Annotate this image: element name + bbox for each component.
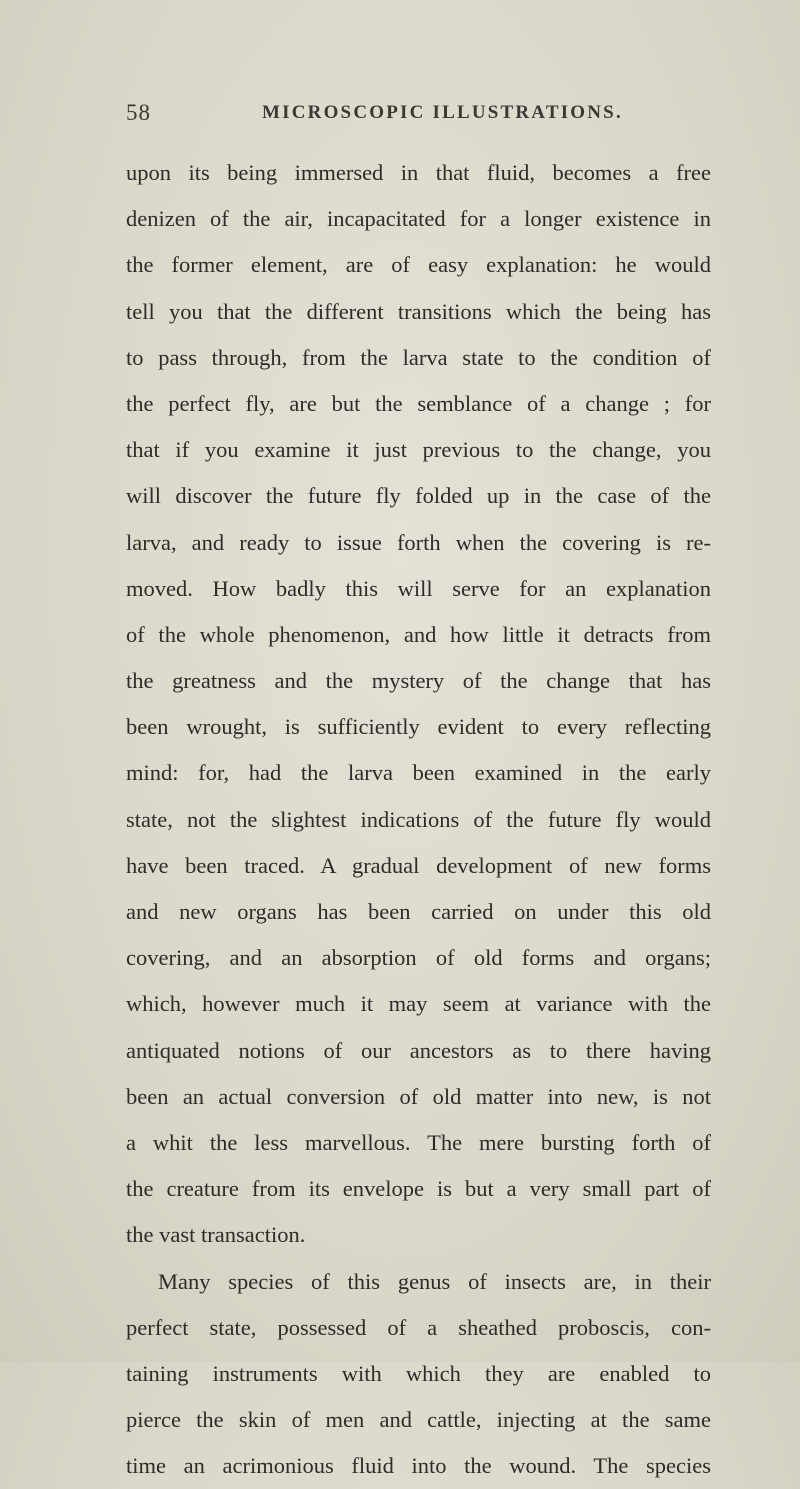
text-line: tell you that the different transitions which the being has <box>126 298 711 324</box>
text-line: have been traced. A gradual development of new forms <box>126 852 711 878</box>
text-line: the former element, are of easy explanation: he would <box>126 252 711 278</box>
text-line: upon its being immersed in that fluid, becomes a free <box>126 160 711 185</box>
text-line: will discover the future fly folded up in the case of the <box>126 483 711 509</box>
text-line: moved. How badly this will serve for an explanation <box>126 575 711 601</box>
page-header <box>126 100 706 134</box>
text-line: perfect state, possessed of a sheathed proboscis, con- <box>126 1314 711 1340</box>
paragraph-last-line: the vast transaction. <box>126 1222 306 1248</box>
paragraph-first-line: Many species of this genus of insects are, in their <box>158 1268 711 1294</box>
text-line: the perfect fly, are but the semblance of a change ; for <box>126 390 711 416</box>
text-line: time an acrimonious fluid into the wound. The species <box>126 1453 711 1479</box>
page-number: 58 <box>126 100 151 125</box>
text-line: pierce the skin of men and cattle, injecting at the same <box>126 1407 711 1433</box>
text-line: been wrought, is sufficiently evident to every reflecting <box>126 714 711 740</box>
text-line: antiquated notions of our ancestors as to there having <box>126 1037 711 1063</box>
text-line: taining instruments with which they are enabled to <box>126 1360 711 1386</box>
text-line: a whit the less marvellous. The mere bursting forth of <box>126 1129 711 1155</box>
text-line: the greatness and the mystery of the change that has <box>126 668 711 694</box>
text-line: covering, and an absorption of old forms and organs; <box>126 945 711 971</box>
text-line: the creature from its envelope is but a very small part of <box>126 1176 711 1202</box>
body-text <box>126 150 711 1489</box>
text-line: of the whole phenomenon, and how little it detracts from <box>126 621 711 647</box>
text-line: which, however much it may seem at variance with the <box>126 991 711 1017</box>
text-line: larva, and ready to issue forth when the covering is re- <box>126 529 711 555</box>
text-line: state, not the slightest indications of the future fly would <box>126 806 711 832</box>
running-head: MICROSCOPIC ILLUSTRATIONS. <box>262 102 623 123</box>
text-line: denizen of the air, incapacitated for a longer existence in <box>126 206 711 232</box>
text-line: to pass through, from the larva state to the condition of <box>126 344 711 370</box>
text-line: mind: for, had the larva been examined in the early <box>126 760 711 786</box>
text-line: that if you examine it just previous to the change, you <box>126 437 711 463</box>
text-line: and new organs has been carried on under this old <box>126 899 711 924</box>
text-line: been an actual conversion of old matter into new, is not <box>126 1083 711 1109</box>
